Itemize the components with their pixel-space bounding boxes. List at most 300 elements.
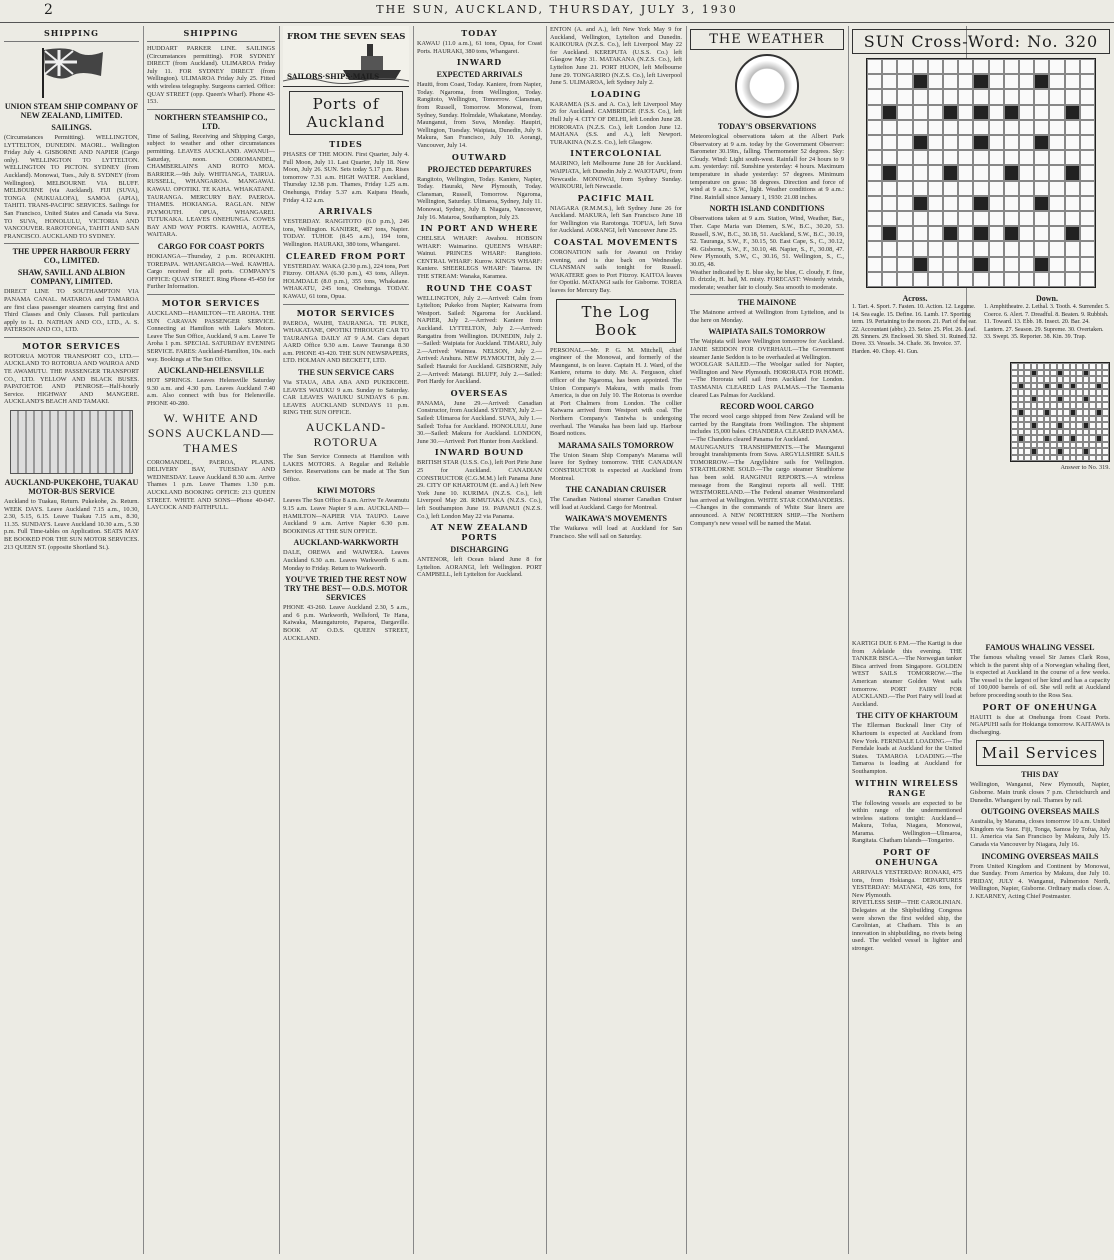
mainone-text: The Mainone arrived at Wellington from Lyttelton, and is due here on Monday.: [690, 309, 844, 324]
union-flag-icon: [37, 46, 107, 98]
cargo-heading: CARGO FOR COAST PORTS: [157, 242, 265, 252]
column-rule: [686, 26, 687, 1254]
crossword-cell: [1019, 150, 1034, 165]
crossword-cell: [943, 196, 958, 211]
crossword-cell: [882, 105, 897, 120]
log-book-heading: The Log Book: [556, 299, 676, 343]
crossword-cell: [928, 196, 943, 211]
overseas-text: PANAMA, June 29.—Arrived: Canadian Constructor, from Auckland. SYDNEY, July 2.—Sailed: Ulimaroa for Auckland. SUVA, July 1.—Sailed: Tofua for Auckland. HONOLULU, June 30.—Sailed: Makura for Auckland. LONDON, June 30.—Arrived: Port Hunter from Auckland.: [417, 399, 542, 445]
crossword-cell: [1080, 59, 1095, 74]
nz-ports-heading: AT NEW ZEALAND PORTS: [430, 522, 529, 543]
crossword-cell: [1019, 241, 1034, 256]
column-8: [970, 640, 1110, 1254]
crossword-cell: [973, 181, 988, 196]
crossword-cell: [882, 196, 897, 211]
crossword-cell: [1019, 74, 1034, 89]
crossword-cell: [897, 211, 912, 226]
waikawa-heading: WAIKAWA'S MOVEMENTS: [564, 514, 667, 524]
crossword-cell: [897, 226, 912, 241]
this-day-text: Wellington, Wanganui, New Plymouth, Napier, Gisborne. Main trunk closes 7 p.m. Christchurch and Dunedin. Whangarei by rail. Thames by rail.: [970, 781, 1110, 804]
crossword-cell: [1065, 165, 1080, 180]
crossword-cell: [1034, 257, 1049, 272]
sailings-heading: SAILINGS.: [51, 123, 92, 132]
crossword-cell: [958, 241, 973, 256]
crossword-cell: [928, 120, 943, 135]
outgoing-mails-heading: OUTGOING OVERSEAS MAILS: [980, 807, 1100, 817]
crossword-cell: [913, 257, 928, 272]
crossword-cell: [1019, 181, 1034, 196]
column-rule: [413, 26, 414, 1254]
crossword-cell: [1049, 241, 1064, 256]
crossword-cell: [1034, 211, 1049, 226]
crossword-cell: [973, 59, 988, 74]
mail-services-heading: Mail Services: [976, 740, 1104, 766]
discharging-text: ANTENOR, left Ocean Island June 8 for Lyttelton. AORANGI, left Wellington. PORT CAMPBELL, left Lyttelton for Auckland.: [417, 556, 542, 579]
crossword-cell: [867, 59, 882, 74]
crossword-cell: [897, 241, 912, 256]
warkworth-heading: AUCKLAND-WARKWORTH: [293, 538, 399, 548]
incoming-mails-heading: INCOMING OVERSEAS MAILS: [981, 851, 1099, 861]
onehunga-port-text: HAUITI is due at Onehunga from Coast Ports. NGAPUHI sails for Hokianga tomorrow. KAITAWA is discharging.: [970, 713, 1110, 736]
crossword-cell: [958, 59, 973, 74]
crossword-cell: [1049, 272, 1064, 287]
crossword-cell: [897, 196, 912, 211]
crossword-cell: [1004, 150, 1019, 165]
crossword-cell: [928, 135, 943, 150]
marama-heading: MARAMA SAILS TOMORROW: [558, 440, 674, 450]
crossword-cell: [1004, 120, 1019, 135]
crossword-cell: [958, 257, 973, 272]
north-island-table-text: Observations taken at 9 a.m. Station, Wind, Weather, Bar., Ther. Cape Maria van Diemen, S.W., B.C., 30.20, 53. Russell, S.W., B.C., 30.18, 51. Auckland, S.W., B.C., 30.19, 52. Tauranga, S.W., F., 30.15, 50. East Cape, S., C., 30.12, 49. Gisborne, S.W., F., 30.10, 48. Napier, S., F., 30.08, 47. New Plymouth, S.W., C., 30.16, 51. Wellington, S., C., 30.05, 48.: [690, 215, 844, 268]
crossword-cell: [973, 257, 988, 272]
crossword-cell: [867, 165, 882, 180]
crossword-cell: [897, 181, 912, 196]
crossword-cell: [913, 181, 928, 196]
across-heading: Across.: [902, 294, 928, 303]
crossword-cell: [1080, 165, 1095, 180]
crossword-cell: [1049, 181, 1064, 196]
crossword-cell: [958, 135, 973, 150]
company-heading: UNION STEAM SHIP COMPANY OF NEW ZEALAND, LIMITED.: [4, 102, 139, 120]
crossword-cell: [1065, 74, 1080, 89]
banner-title: FROM THE SEVEN SEAS: [287, 32, 406, 42]
inward-heading: INWARD: [456, 57, 503, 68]
crossword-cell: [928, 211, 943, 226]
crossword-cell: [882, 89, 897, 104]
crossword-cell: [913, 150, 928, 165]
crossword-cell: [1004, 211, 1019, 226]
across-clues: 1. Tart. 4. Sport. 7. Fasten. 10. Action. 12. Legume. 14. Sea eagle. 15. Define. 16. Lamb. 17. Sporting term. 19. Pertaining to the moon. 21. Part of the ear. 22. Accountant (abbr.). 23. Seize. 25. Plot. 26. Leaf. 28. Sinners. 29. Enclosed. 30. Shed. 31. Ruined. 32. Dove. 33. Vessels. 34. Chafe. 36. Invoice. 37. Harden. 40. Chop. 41. Gun.: [852, 304, 977, 355]
ship-banner-illustration: [283, 26, 409, 87]
crossword-cell: [943, 135, 958, 150]
crossword-cell: [943, 181, 958, 196]
cargo-text: HOKIANGA—Thursday, 2 p.m. RONAKIHI. TOREPAPA. WHANGAROA—Wed. KAWHIA. Cargo received for all ports. COMPANY'S OFFICE: QUAY STREET. Ring Phone 45-450 for Further Information.: [147, 253, 275, 291]
answer-grid: [1010, 362, 1110, 462]
crossword-cell: [1019, 196, 1034, 211]
crossword-cell: [882, 165, 897, 180]
crossword-cell: [1080, 196, 1095, 211]
crossword-cell: [1004, 59, 1019, 74]
motor-services-heading: MOTOR SERVICES: [22, 340, 121, 351]
crossword-cell: [1004, 105, 1019, 120]
crossword-cell: [943, 105, 958, 120]
crossword-cell: [1049, 135, 1064, 150]
crossword-cell: [867, 120, 882, 135]
crossword-cell: [882, 257, 897, 272]
ods-text: PHONE 43-260. Leave Auckland 2.30, 5 a.m., and 6 p.m. Warkworth, Wellsford, Te Hana, Kaiwaka, Maungaturoto, Paparoa, Dargaville. BOOK AT O.D.S. QUEEN STREET, AUCKLAND.: [283, 604, 409, 642]
crossword-cell: [989, 89, 1004, 104]
city-of-khartoum-text: The Ellerman Bucknall liner City of Khartoum is expected at Auckland from New York. FERNDALE LOADING.—The Ferndale loads at Auckland for the United States. TAMAROA LOADING.—The Tamaroa is loading at Auckland for Southampton.: [852, 722, 962, 775]
crossword-cell: [1034, 59, 1049, 74]
crossword-cell: [1065, 120, 1080, 135]
crossword-cell: [943, 74, 958, 89]
crossword-cell: [958, 196, 973, 211]
crossword-cell: [1102, 455, 1109, 462]
crossword-cell: [1004, 165, 1019, 180]
crossword-cell: [989, 74, 1004, 89]
crossword-cell: [989, 59, 1004, 74]
crossword-cell: [943, 59, 958, 74]
crossword-cell: [1034, 74, 1049, 89]
crossword-cell: [1080, 150, 1095, 165]
crossword-cell: [913, 226, 928, 241]
crossword-cell: [1019, 59, 1034, 74]
crossword-cell: [1065, 196, 1080, 211]
crossword-cell: [1080, 257, 1095, 272]
crossword-cell: [928, 165, 943, 180]
crossword-cell: [989, 211, 1004, 226]
crossword-cell: [928, 257, 943, 272]
shipping-notes-text: WOOLGAR SAILED.—The Woolgar sailed for Napier, Wellington and New Plymouth. HORORATA FOR HOME.—The Hororata will sail from Auckland for London. TASMANIA CLEARED LAS PALMAS.—The Tasmania cleared Las Palmas for Auckland.: [690, 361, 844, 399]
crossword-cell: [1080, 105, 1095, 120]
white-and-sons-text: COROMANDEL, PAEROA, PLAINS. DELIVERY BAY, TUESDAY AND WEDNESDAY. Leave Auckland 8.30 a.m. Arrive Thames 1 p.m. Leave Thames 1.30 p.m. AUCKLAND BOOKING OFFICE: 213 QUEEN STREET. WHITE AND SONS—Phone 40-047. LAYCOCK AND FAITHFULL.: [147, 458, 275, 512]
crossword-cell: [958, 89, 973, 104]
crossword-cell: [1049, 89, 1064, 104]
crossword-cell: [882, 135, 897, 150]
crossword-cell: [867, 150, 882, 165]
helensville-text: HOT SPRINGS. Leaves Helensville Saturday 9.30 a.m. and 4.30 p.m. Leaves Auckland 7.40 a.m. Also connect with bus for Helensville. PHONE 40-280.: [147, 377, 275, 407]
round-the-coast-heading: ROUND THE COAST: [426, 282, 533, 293]
pacific-mail-text: NIAGARA (R.M.M.S.), left Sydney June 26 for Auckland. MAKURA, left San Francisco June 18 for Wellington via Rarotonga. TOFUA, left Suva for Auckland. AORANGI, left Vancouver June 25.: [550, 204, 682, 235]
crossword-cell: [943, 241, 958, 256]
discharging-heading: DISCHARGING: [450, 545, 509, 555]
sun-service-cars-text: Via STAUA, ABA ABA AND PUKEKOHE. LEAVES WAIUKU 9 a.m. Sunday to Saturday. CAR LEAVES WAIUKU SUNDAYS 6 p.m. LEAVES AUCKLAND SUNDAYS 11 p.m. RING THE SUN OFFICE.: [283, 379, 409, 417]
expected-arrivals-text: Hauiti, from Coast, Today. Kaniere, from Napier, Today. Ngaroma, from Wellington, Today. Rangitoto, Wellington, Tomorrow. Clansman, from Russell, Tomorrow. Monowai, from Sydney, Sunday. Holmdale, Whakatane, Monday. Maunganui, from Suva, Monday. Haupiri, Wellington, Tuesday. Waipiata, Dunedin, July 9. Makura, San Francisco, July 10. Aorangi, Vancouver, July 14.: [417, 81, 542, 149]
inward-bound-heading: INWARD BOUND: [434, 447, 525, 458]
crossword-cell: [1019, 257, 1034, 272]
crossword-cell: [943, 150, 958, 165]
crossword-cell: [1004, 135, 1019, 150]
column-rule: [143, 26, 144, 1254]
onehunga-text: ARRIVALS YESTERDAY: RONAKI, 475 tons, from Hokianga. DEPARTURES YESTERDAY: MATANGI, 426 tons, for New Plymouth.: [852, 869, 962, 899]
crossword-cell: [913, 59, 928, 74]
column-7: [852, 640, 962, 1254]
tides-heading: TIDES: [329, 139, 363, 149]
masthead: [0, 0, 1114, 23]
crossword-cell: [1034, 105, 1049, 120]
tides-text: PHASES OF THE MOON. First Quarter, July 4. Full Moon, July 11. Last Quarter, July 18. New Moon, July 26. SUN. Sets today 5.17 p.m. Rises tomorrow 7.31 a.m. HIGH WATER. Auckland, Thursday 12.38 p.m. Thames, Friday 1.25 a.m. Onehunga, Friday 5.37 a.m. Kaipara Heads, Friday 4.12 a.m.: [283, 151, 409, 204]
column-3: [283, 26, 409, 1254]
crossword-cell: [1034, 181, 1049, 196]
crossword-cell: [989, 105, 1004, 120]
crossword-cell: [1065, 59, 1080, 74]
crossword-cell: [1004, 272, 1019, 287]
record-wool-text: The record wool cargo shipped from New Zealand will be carried by the Rangitata from Wellington. The shipment includes 15,000 bales. CHANDERA CLEARED PANAMA.—The Chandera cleared Panama for Auckland.: [690, 413, 844, 443]
crossword-cell: [1004, 241, 1019, 256]
pukekohe-bus-text: Auckland to Tuakau, Return. Pukekohe, 2s. Return. WEEK DAYS. Leave Auckland 7.15 a.m., 10.30, 2.30, 5.15, 6.15. Leave Tuakau 7.15 a.m., 8.30, 11.35. SUNDAYS. Leave Auckland 10.30 a.m., 5.30 p.m. Full Time-tables on Application. SEATS MAY BE BOOKED FOR THE SUN MOTOR SERVICES. 213 QUEEN ST. (opposite Shortland St.).: [4, 498, 139, 551]
crossword-cell: [867, 241, 882, 256]
crossword-cell: [928, 150, 943, 165]
crossword-cell: [1065, 135, 1080, 150]
intercolonial-text: MAIRINO, left Melbourne June 28 for Auckland. WAIPIATA, left Dunedin July 2. WAIOTAPU, from Newcastle. MONOWAI, from Sydney Sunday. WAIKOURI, left Newcastle.: [550, 160, 682, 191]
crossword-cell: [928, 241, 943, 256]
crossword-cell: [928, 226, 943, 241]
crossword-cell: [973, 272, 988, 287]
crossword-cell: [1049, 105, 1064, 120]
crossword-cell: [913, 211, 928, 226]
overseas-heading: OVERSEAS: [450, 387, 509, 398]
crossword-cell: [882, 120, 897, 135]
column-1: [4, 26, 139, 1254]
ods-heading: YOU'VE TRIED THE REST NOW TRY THE BEST— O.D.S. MOTOR SERVICES: [284, 575, 408, 603]
loading-heading: LOADING: [590, 88, 642, 99]
cleared-heading: CLEARED FROM PORT: [285, 250, 407, 261]
northern-steamship-heading: NORTHERN STEAMSHIP CO., LTD.: [154, 112, 268, 131]
crossword-cell: [897, 105, 912, 120]
crossword-cell: [1080, 241, 1095, 256]
bus-illustration: [10, 410, 133, 474]
crossword-cell: [1065, 181, 1080, 196]
column-rule: [848, 26, 849, 1254]
canadian-cruiser-text: The Canadian National steamer Canadian Cruiser will load at Auckland. Cargo for Montreal.: [550, 496, 682, 511]
crossword-cell: [913, 120, 928, 135]
coastal-movements-text: CORONATION sails for Awanui on Friday evening, and is due back on Wednesday. CLANSMAN sails tonight for Russell. WAKATERE goes to Port Fitzroy. KAITOA leaves for Opotiki. MATANGI sails for Gisborne. TOREA leaves for Mercury Bay.: [550, 249, 682, 295]
crossword-cell: [1019, 105, 1034, 120]
waipiata-heading: WAIPIATA SAILS TOMORROW: [708, 327, 826, 337]
log-book-text: PERSONAL.—Mr. P. G. M. Mitchell, chief engineer of the Monowai, and formerly of the Maunganui, is on leave. Captain H. J. Ward, of the Kaniere, returns to duty. Mr. A. Ferguson, chief officer of the Ngaroma, has been appointed. The Union Company's Makura, with mails from America, is due on July 10. The Rotorua is overdue at Port Chalmers from London. The collier Kaiwarra arrived from Westport with coal. The Northern Company's Taniwha is undergoing overhaul. The Wanaka has been laid up. Harbour Board notices.: [550, 346, 682, 438]
inward-bound-text: BRITISH STAR (U.S.S. Co.), left Port Pirie June 25 for Auckland. CANADIAN CONSTRUCTOR (C.G.M.M.) left Panama June 29. CITY OF KHARTOUM (E. and A.) left New York June 10. KURIMA (N.Z.S. Co.), left Liverpool May 28. RIMUTAKA (N.Z.S. Co.), left Southampton June 19. PAPANUI (N.Z.S. Co.), left London May 22 via Panama.: [417, 459, 542, 520]
crossword-cell: [1004, 196, 1019, 211]
crossword-cell: [897, 257, 912, 272]
crossword-cell: [1065, 150, 1080, 165]
crossword-cell: [882, 226, 897, 241]
whaling-vessel-text: The famous whaling vessel Sir James Clark Ross, which is the parent ship of a Norwegian whaling fleet, is expected at Auckland in the course of a few weeks. The vessel is the largest of her kind and has a capacity of 100,000 barrels of oil. She will refit at Auckland before proceeding south to the Ross Sea.: [970, 654, 1110, 699]
crossword-cell: [943, 257, 958, 272]
intercolonial-heading: INTERCOLONIAL: [570, 148, 662, 159]
crossword-cell: [1065, 89, 1080, 104]
paeroa-service-text: PAEROA, WAIHI, TAURANGA. TE PUKE, WHAKATANE, OPOTIKI THROUGH CAR TO TAURANGA DAILY AT 9 A.M. Cars depart AARD Office 9.30 a.m. Leave Tauranga 8.30 a.m. PHONE 43-420. THE SUN NEWSPAPERS, LTD. HOLMAN AND BECKETT, LTD.: [283, 319, 409, 365]
crossword-cell: [989, 165, 1004, 180]
crossword-cell: [1004, 226, 1019, 241]
crossword-cell: [989, 272, 1004, 287]
column-rule: [279, 26, 280, 1254]
outgoing-mails-text: Australia, by Marama, closes tomorrow 10 a.m. United Kingdom via Suez. Fiji, Tonga, Samoa by Tofua, July 11. America via San Francisco by Makura, July 15. Canada via Vancouver by Niagara, July 16.: [970, 818, 1110, 848]
te-aroha-service-text: AUCKLAND—HAMILTON—TE AROHA. THE SUN CARAVAN PASSENGER SERVICE. Connecting at Hamilton with Lake's Motors. Leave The Sun Office, Auckland, 9 a.m. Leave Te Aroha 1 p.m. SPECIAL SATURDAY EVENING SERVICE. FARES: Auckland-Hamilton, 10s. each way. Bookings at The Sun Office.: [147, 310, 275, 363]
crossword-cell: [897, 120, 912, 135]
waikawa-text: The Waikawa will load at Auckland for San Francisco. She will sail on Saturday.: [550, 525, 682, 540]
crossword-cell: [1034, 226, 1049, 241]
crossword-cell: [1049, 196, 1064, 211]
auckland-rotorua-heading: AUCKLAND-ROTORUA: [305, 420, 387, 450]
crossword-cell: [897, 165, 912, 180]
crossword-cell: [913, 135, 928, 150]
crossword-title: SUN Cross-Word: No. 320: [863, 32, 1099, 51]
crossword-cell: [958, 226, 973, 241]
arrivals-heading: ARRIVALS: [318, 206, 374, 217]
sailings-text: (Circumstances Permitting). WELLINGTON, LYTTELTON, DUNEDIN. MAORI... Wellington Friday July 4. GISBORNE AND NAPIER (Cargo only). WELLINGTON TO LYTTELTON. WELLINGTON TO PICTON. SYDNEY (from Auckland). Monowai, Tues., July 8. SYDNEY (from Wellington). MELBOURNE VIA BLUFF. MELBOURNE (via Auckland). FIJI (SUVA), TONGA (NUKUALOFA), SAMOA (APIA), TAHITI. TRANS-PACIFIC SERVICES. Sailings for San Francisco, United States and Canada via Suva. TO SUVA, HONOLULU, VICTORIA AND VANCOUVER. RAROTONGA, TAHITI AND SAN FRANCISCO. AUCKLAND TO SYDNEY.: [4, 134, 139, 240]
waipiata-text: The Waipiata will leave Wellington tomorrow for Auckland. JANIE SEDDON FOR OVERHAUL—The Government steamer Janie Seddon is to be overhauled at Wellington.: [690, 338, 844, 361]
crossword-cell: [973, 241, 988, 256]
crossword-cell: [1065, 272, 1080, 287]
crossword-cell: [1080, 181, 1095, 196]
crossword-cell: [1034, 120, 1049, 135]
crossword-cell: [897, 150, 912, 165]
crossword-cell: [1004, 89, 1019, 104]
crossword-cell: [973, 165, 988, 180]
column-2: [147, 26, 275, 1254]
crossword-cell: [1019, 165, 1034, 180]
wireless-range-heading: WITHIN WIRELESS RANGE: [855, 777, 959, 798]
crossword-cell: [958, 105, 973, 120]
crossword-cell: [882, 59, 897, 74]
wireless-range-text: The following vessels are expected to be within range of the undermentioned wireless stations tonight: Auckland—Makura, Tofua, Niagara, Monowai, Marama. Wellington—Ulimaroa, Rangitata. Chatham Islands—Tongariro.: [852, 799, 962, 845]
crossword-cell: [897, 89, 912, 104]
crossword-cell: [1034, 241, 1049, 256]
crossword-cell: [1080, 135, 1095, 150]
crossword-cell: [913, 89, 928, 104]
crossword-cell: [1065, 257, 1080, 272]
crossword-cell: [973, 105, 988, 120]
crossword-cell: [958, 150, 973, 165]
crossword-cell: [1065, 226, 1080, 241]
helensville-heading: AUCKLAND-HELENSVILLE: [157, 366, 265, 376]
ports-of-auckland-heading: Ports of Auckland: [289, 91, 403, 135]
crossword-cell: [958, 74, 973, 89]
shaw-savill-text: DIRECT LINE TO SOUTHAMPTON VIA PANAMA CANAL. MATAROA and TAMAROA are first class passenger steamers carrying first and Third Classes and Only Classes. Full particulars apply to L. D. NATHAN AND CO., LTD., A. S. PATERSON AND CO., LTD.: [4, 288, 139, 334]
in-port-text: CHELSEA WHARF: Awahou. HOBSON WHARF: Waimarino. QUEEN'S WHARF: Wainui. PRINCES WHARF: Rangitoto. CENTRAL WHARF: Kurow. KING'S WHARF: Kaniere. SHEERLEGS WHARF: Taiaroa. IN THE STREAM: Wanaka, Karamea.: [417, 235, 542, 281]
crossword-cell: [897, 272, 912, 287]
crossword-cell: [1019, 89, 1034, 104]
crossword-cell: [1065, 211, 1080, 226]
crossword-cell: [928, 272, 943, 287]
pukekohe-bus-heading: AUCKLAND-PUKEKOHE, TUAKAU MOTOR-BUS SERVICE: [4, 478, 139, 497]
crossword-cell: [973, 226, 988, 241]
incoming-mails-text: From United Kingdom and Continent by Monowai, due Sunday. From America by Makura, due July 10. FRIDAY, JULY 4. Wanganui, Palmerston North, Wellington, Napier, Gisborne. Ordinary mails close. A. J. KEARNEY, Acting Chief Postmaster.: [970, 862, 1110, 900]
down-heading: Down.: [1035, 294, 1058, 303]
banner-subtitle: SAILORS·SHIPS·MAILS: [287, 72, 380, 81]
warkworth-text: DALE, OREWA and WAIWERA. Leaves Auckland 6.30 a.m. Leaves Warkworth 6 a.m. Monday to Friday. Return to Warkworth.: [283, 549, 409, 572]
answer-caption: Answer to No. 319.: [1060, 464, 1110, 472]
crossword-cell: [913, 105, 928, 120]
motor-services-text: ROTORUA MOTOR TRANSPORT CO., LTD.—AUCKLAND TO ROTORUA AND WAIROA AND TE AWAMUTU. THE PASSENGER TRANSPORT CO., LTD. YELLOW AND BLACK BUSES. PAPATOETOE AND PENROSE—Half-hourly Service. HIGHWAY AND MANGERE. AUCKLAND'S BEACH AND TAMAKI.: [4, 352, 139, 406]
crossword-cell: [913, 165, 928, 180]
arrivals-text: YESTERDAY. RANGITOTO (6.0 p.m.), 246 tons, Wellington. KANIERE, 487 tons, Napier. TODAY. TUHOE (8.45 a.m.), 194 tons, Wellington. HAURAKI, 380 tons, Whangarei.: [283, 218, 409, 248]
rivetless-ship-text: RIVETLESS SHIP—THE CAROLINIAN. Delegates at the Shipbuilding Congress were shown the first welded ship, the Carolinian, at Chatham. This is an innovation in shipbuilding, no rivets being used. The welded vessel is lighter and stronger.: [852, 899, 962, 952]
outward-heading: OUTWARD: [451, 151, 508, 162]
crossword-cell: [1034, 150, 1049, 165]
crossword-cell: [989, 150, 1004, 165]
coastal-movements-heading: COASTAL MOVEMENTS: [553, 237, 679, 248]
crossword-cell: [1034, 272, 1049, 287]
section-heading: SHIPPING: [183, 28, 239, 38]
crossword-cell: [958, 272, 973, 287]
crossword-cell: [1034, 135, 1049, 150]
crossword-cell: [1080, 89, 1095, 104]
barometer-icon: [735, 54, 799, 118]
crossword-cell: [882, 74, 897, 89]
crossword-cell: [973, 135, 988, 150]
crossword-cell: [867, 181, 882, 196]
forecast-text: Weather indicated by E. blue sky, be blue, C. cloudy, F. fine, D. drizzle, H. hail, M. misty. FORECAST: Westerly winds, moderate; weather fair to cloudy. Sea smooth to moderate.: [690, 268, 844, 291]
column-6: [690, 26, 844, 1254]
column-4: [417, 26, 542, 1254]
today-heading: TODAY: [461, 28, 498, 38]
this-day-heading: THIS DAY: [1021, 770, 1059, 780]
crossword-cell: [882, 272, 897, 287]
crossword-cell: [928, 59, 943, 74]
crossword-cell: [1034, 196, 1049, 211]
crossword-cell: [943, 211, 958, 226]
onehunga-port-heading: PORT OF ONEHUNGA: [982, 701, 1098, 712]
crossword-cell: [1004, 74, 1019, 89]
sun-service-cars-heading: THE SUN SERVICE CARS: [298, 368, 394, 378]
crossword-cell: [989, 196, 1004, 211]
record-wool-heading: RECORD WOOL CARGO: [720, 402, 814, 412]
crossword-cell: [1065, 241, 1080, 256]
crossword-cell: [1049, 59, 1064, 74]
page-number: 2: [44, 2, 53, 18]
column-5: [550, 26, 682, 1254]
kartigi-text: KARTIGI DUE 6 P.M.—The Kartigi is due from Adelaide this evening. THE TANKER BISCA.—The Norwegian tanker Bisca arrived from Singapore. GOLDEN WEST SAILS TOMORROW.—The American steamer Golden West sails tomorrow. PORT FAIRY FOR AUCKLAND.—The Port Fairy will load at Auckland.: [852, 640, 962, 708]
inward-bound-continued-text: ENTON (A. and A.), left New York May 9 for Auckland, Wellington, Lyttelton and Dunedin. KAIKOURA (N.Z.S. Co.), left Liverpool May 22 for Auckland. KEREPUTA (U.S.S. Co.) left Glasgow May 31. MATAKANA (N.Z.S. Co.), left Lyttelton June 21. PORT HUON, left Melbourne June 29. TONGARIRO (N.Z.S. Co.), left Liverpool June 5. ULIMAROA, left Sydney July 2.: [550, 26, 682, 87]
crossword-cell: [867, 196, 882, 211]
crossword-cell: [1019, 120, 1034, 135]
shaw-savill-heading: SHAW, SAVILL AND ALBION COMPANY, LIMITED.: [17, 268, 126, 287]
crossword-cell: [1049, 150, 1064, 165]
crossword-cell: [973, 74, 988, 89]
crossword-cell: [1034, 165, 1049, 180]
crossword-cell: [958, 165, 973, 180]
huddart-parker-text: HUDDART PARKER LINE. SAILINGS (Circumstances permitting). FOR SYDNEY DIRECT (from Auckland). ULIMAROA Friday July 11. FOR SYDNEY DIRECT (from Wellington). ULIMAROA Friday July 25. Fitted with wireless telegraphy. Surgeons carried. Office: QUAY STREET (opp. Queen's Wharf). Phone 43-153.: [147, 45, 275, 106]
crossword-cell: [1004, 257, 1019, 272]
crossword-cell: [1049, 257, 1064, 272]
crossword-cell: [973, 196, 988, 211]
kiwi-motors-heading: KIWI MOTORS: [317, 486, 375, 496]
crossword-cell: [943, 120, 958, 135]
observations-heading: TODAY'S OBSERVATIONS: [717, 122, 817, 131]
crossword-cell: [1019, 226, 1034, 241]
section-heading: SHIPPING: [44, 28, 99, 38]
crossword-cell: [913, 74, 928, 89]
crossword-cell: [1080, 211, 1095, 226]
crossword-cell: [958, 181, 973, 196]
cleared-text: YESTERDAY. WAKA (2.30 p.m.), 224 tons, Port Fitzroy. OHANA (6.30 p.m.), 43 tons, Alleyn. HOLMDALE (8.0 p.m.), 355 tons, Whakatane. WHAKATU, 245 tons, Onehunga. TODAY. KAWAU, 61 tons, Opua.: [283, 262, 409, 300]
auckland-rotorua-text: The Sun Service Connects at Hamilton with LAKES MOTORS. A Regular and Reliable Service. Reservations can be made at The Sun Office.: [283, 453, 409, 483]
crossword-cell: [913, 272, 928, 287]
crossword-cell: [867, 226, 882, 241]
crossword-cell: [928, 89, 943, 104]
crossword-cell: [1080, 74, 1095, 89]
crossword-cell: [989, 241, 1004, 256]
loading-text: KARAMEA (S.S. and A. Co.), left Liverpool May 26 for Auckland. CAMBRIDGE (F.S.S. Co.), left Hull July 4. CITY OF DELHI, left London June 28. HORORATA (N.Z.S. Co.), left London June 12. MAHANA (S.S. and A.), left Newport. TURAKINA (N.Z.S. Co.), left Glasgow.: [550, 100, 682, 146]
crossword-cell: [1080, 272, 1095, 287]
crossword-cell: [1080, 226, 1095, 241]
crossword-cell: [989, 226, 1004, 241]
crossword-clues: [852, 292, 1110, 356]
mainone-heading: THE MAINONE: [737, 298, 797, 308]
marama-text: The Union Steam Ship Company's Marama will leave for Sydney tomorrow. THE CANADIAN CONSTRUCTOR is expected at Auckland from Montreal.: [550, 451, 682, 482]
crossword-cell: [1049, 120, 1064, 135]
